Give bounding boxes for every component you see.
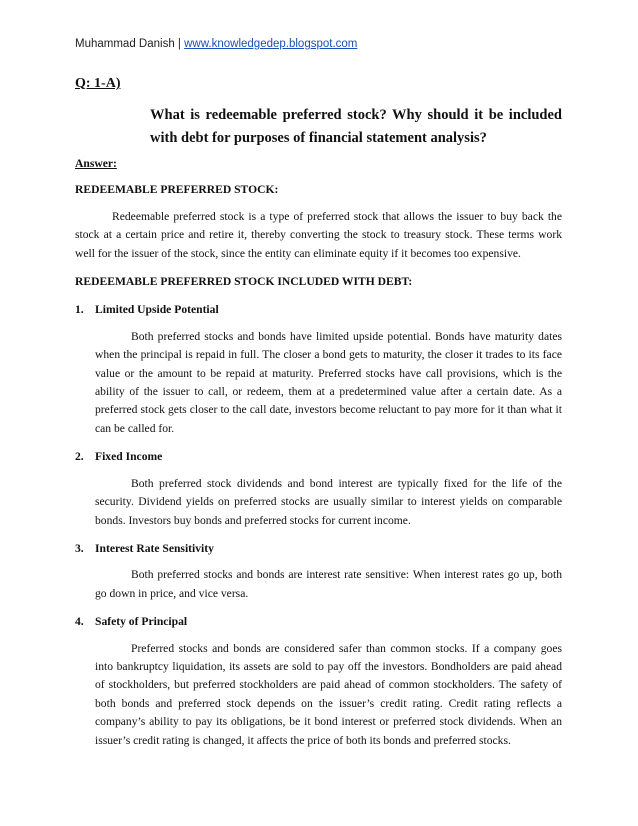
list-item: [75, 613, 562, 750]
section1-body: Redeemable preferred stock is a type of preferred stock that allows the issuer to buy back the stock at a certain price and retire it, thereby converting the stock to treasury stock. These terms work well for the issuer of the stock, since the entity can eliminate equity if it becomes too expensive.: [75, 209, 562, 260]
header-separator: |: [177, 38, 181, 50]
item-number: 3.: [75, 541, 84, 555]
list-item: [75, 301, 562, 438]
section1-heading: REDEEMABLE PREFERRED STOCK:: [75, 183, 279, 197]
item-title: Safety of Principal: [95, 615, 188, 629]
item-title: Limited Upside Potential: [95, 303, 219, 317]
item-body: Preferred stocks and bonds are considered safer than common stocks. If a company goes into bankruptcy liquidation, its assets are sold to pay off the investors. Bondholders are paid ahead of stockholders, but preferred stockholders are paid ahead of common stockholders. The safety of both bonds and preferred stock depends on the issuer’s credit rating. Credit rating reflects a company’s ability to pay its obligations, be it bond interest or preferred stock dividends. When an issuer’s credit rating is changed, it affects the price of both its bonds and preferred stocks.: [95, 641, 562, 747]
list-item: [75, 540, 562, 603]
list-item: [75, 448, 562, 530]
item-number: 4.: [75, 615, 84, 629]
item-title: Fixed Income: [95, 450, 163, 464]
answer-label: Answer:: [75, 157, 117, 170]
item-number: 2.: [75, 450, 84, 464]
answer-content: [75, 155, 562, 750]
question-label: Q: 1-A): [75, 76, 121, 91]
question-text: What is redeemable preferred stock? Why should it be included with debt for purposes of financial statement analysis?: [150, 107, 562, 146]
section2-heading: REDEEMABLE PREFERRED STOCK INCLUDED WITH DEBT:: [75, 275, 413, 289]
website-link[interactable]: www.knowledgedep.blogspot.com: [184, 38, 358, 50]
item-body: Both preferred stocks and bonds are interest rate sensitive: When interest rates go up, both go down in price, and vice versa.: [95, 568, 562, 600]
item-body: Both preferred stocks and bonds have limited upside potential. Bonds have maturity dates when the principal is repaid in full. The closer a bond gets to maturity, the closer it trades to its face value or the amount to be repaid at maturity. Preferred stocks have call provisions, which is the ability of the issuer to call, or redeem, them at a predetermined value after a certain date. As a preferred stock gets closer to the call date, investors become reluctant to pay more for it than what it can be called for.: [95, 329, 562, 435]
item-body: Both preferred stock dividends and bond interest are typically fixed for the life of the security. Dividend yields on preferred stocks are usually similar to interest yields on comparable bonds. Investors buy bonds and preferred stocks for current income.: [95, 476, 562, 527]
page-header: [75, 38, 357, 50]
author-name: Muhammad Danish: [75, 38, 175, 50]
item-number: 1.: [75, 303, 84, 317]
item-title: Interest Rate Sensitivity: [95, 541, 214, 555]
